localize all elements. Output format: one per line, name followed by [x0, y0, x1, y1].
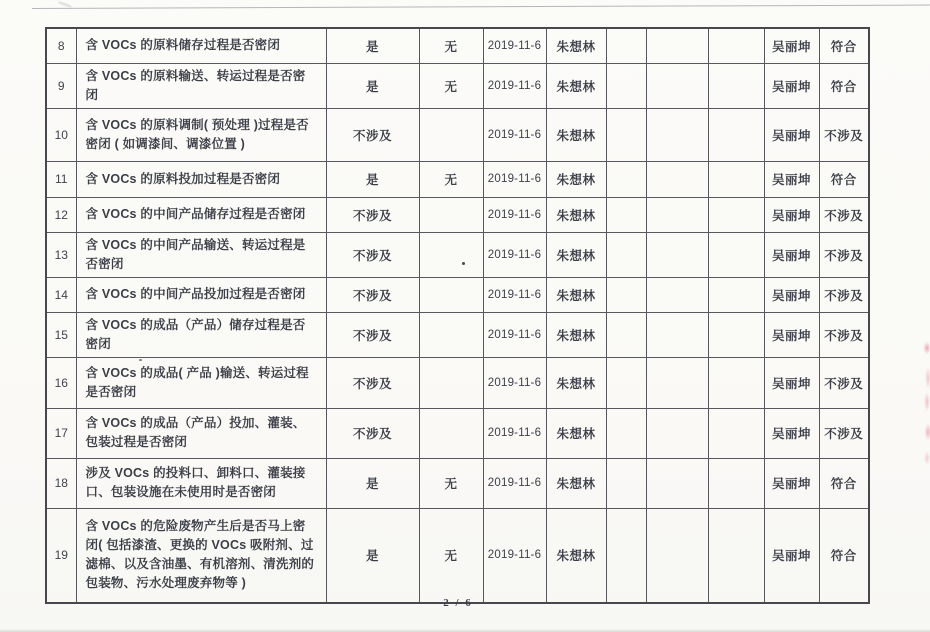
- inspector-cell: 朱想林: [546, 197, 606, 232]
- row-number-cell: 12: [46, 197, 76, 232]
- empty-cell: [708, 161, 764, 197]
- table-row: [46, 357, 869, 408]
- empty-cell: [606, 408, 646, 458]
- no-cell: [419, 108, 483, 161]
- table-row: [46, 108, 869, 161]
- row-number-cell: 14: [46, 277, 76, 312]
- empty-cell: [646, 161, 708, 197]
- row-number-cell: 16: [46, 357, 76, 408]
- table-row: [46, 277, 869, 312]
- yes-cell: 是: [326, 161, 419, 197]
- no-cell: [419, 277, 483, 312]
- result-cell: 符合: [819, 28, 869, 63]
- result-cell: 符合: [819, 161, 869, 197]
- page-number: 2 / 6: [443, 597, 473, 609]
- reviewer-cell: 吴丽坤: [764, 357, 819, 408]
- inspector-cell: 朱想林: [546, 28, 606, 63]
- inspector-cell: 朱想林: [546, 232, 606, 277]
- item-cell: 含 VOCs 的中间产品投加过程是否密闭: [76, 277, 326, 312]
- date-cell: 2019-11-6: [483, 312, 546, 357]
- row-number-cell: 13: [46, 232, 76, 277]
- result-cell: 不涉及: [819, 312, 869, 357]
- item-cell: 含 VOCs 的中间产品储存过程是否密闭: [76, 197, 326, 232]
- date-cell: 2019-11-6: [483, 28, 546, 63]
- date-cell: 2019-11-6: [483, 277, 546, 312]
- reviewer-cell: 吴丽坤: [764, 458, 819, 508]
- empty-cell: [606, 108, 646, 161]
- inspector-cell: 朱想林: [546, 408, 606, 458]
- yes-cell: 不涉及: [326, 197, 419, 232]
- table-row: [46, 161, 869, 197]
- row-number-cell: 15: [46, 312, 76, 357]
- table-row: [46, 458, 869, 508]
- date-cell: 2019-11-6: [483, 508, 546, 603]
- empty-cell: [646, 277, 708, 312]
- scan-speck: [462, 262, 465, 265]
- no-cell: 无: [419, 458, 483, 508]
- table-row: [46, 408, 869, 458]
- empty-cell: [708, 508, 764, 603]
- empty-cell: [646, 508, 708, 603]
- previous-row-cut-edge-line: [32, 5, 930, 9]
- row-number-cell: 18: [46, 458, 76, 508]
- reviewer-cell: 吴丽坤: [764, 232, 819, 277]
- date-cell: 2019-11-6: [483, 232, 546, 277]
- table-row: [46, 28, 869, 63]
- reviewer-cell: 吴丽坤: [764, 63, 819, 108]
- empty-cell: [646, 63, 708, 108]
- row-number-cell: 10: [46, 108, 76, 161]
- yes-cell: 是: [326, 458, 419, 508]
- empty-cell: [606, 197, 646, 232]
- inspector-cell: 朱想林: [546, 458, 606, 508]
- empty-cell: [606, 357, 646, 408]
- empty-cell: [606, 63, 646, 108]
- empty-cell: [708, 357, 764, 408]
- yes-cell: 是: [326, 63, 419, 108]
- date-cell: 2019-11-6: [483, 458, 546, 508]
- row-number-cell: 17: [46, 408, 76, 458]
- empty-cell: [646, 312, 708, 357]
- date-cell: 2019-11-6: [483, 408, 546, 458]
- no-cell: 无: [419, 161, 483, 197]
- empty-cell: [606, 312, 646, 357]
- reviewer-cell: 吴丽坤: [764, 277, 819, 312]
- item-cell: 含 VOCs 的成品（产品）投加、灌装、包装过程是否密闭: [76, 408, 326, 458]
- item-cell: 含 VOCs 的成品( 产品 )输送、转运过程是否密闭: [76, 357, 326, 408]
- empty-cell: [708, 458, 764, 508]
- item-cell: 含 VOCs 的危险废物产生后是否马上密闭( 包括漆渣、更换的 VOCs 吸附剂、过滤棉、以及含油墨、有机溶剂、清洗剂的包装物、污水处理废弃物等 ): [76, 508, 326, 603]
- empty-cell: [708, 28, 764, 63]
- empty-cell: [708, 197, 764, 232]
- item-cell: 含 VOCs 的原料调制( 预处理 )过程是否密闭 ( 如调漆间、调漆位置 ): [76, 108, 326, 161]
- reviewer-cell: 吴丽坤: [764, 161, 819, 197]
- empty-cell: [708, 63, 764, 108]
- result-cell: 不涉及: [819, 197, 869, 232]
- no-cell: 无: [419, 508, 483, 603]
- date-cell: 2019-11-6: [483, 63, 546, 108]
- reviewer-cell: 吴丽坤: [764, 108, 819, 161]
- item-cell: 涉及 VOCs 的投料口、卸料口、灌装接口、包装设施在未使用时是否密闭: [76, 458, 326, 508]
- inspector-cell: 朱想林: [546, 312, 606, 357]
- inspector-cell: 朱想林: [546, 161, 606, 197]
- no-cell: 无: [419, 63, 483, 108]
- reviewer-cell: 吴丽坤: [764, 408, 819, 458]
- table-row: [46, 63, 869, 108]
- yes-cell: 不涉及: [326, 312, 419, 357]
- result-cell: 符合: [819, 458, 869, 508]
- empty-cell: [708, 312, 764, 357]
- table-row: [46, 312, 869, 357]
- empty-cell: [606, 28, 646, 63]
- inspector-cell: 朱想林: [546, 108, 606, 161]
- empty-cell: [606, 161, 646, 197]
- table-row: [46, 508, 869, 603]
- inspector-cell: 朱想林: [546, 508, 606, 603]
- empty-cell: [606, 458, 646, 508]
- row-number-cell: 19: [46, 508, 76, 603]
- result-cell: 不涉及: [819, 277, 869, 312]
- voc-inspection-checklist-table: [45, 27, 870, 604]
- empty-cell: [646, 28, 708, 63]
- empty-cell: [646, 232, 708, 277]
- yes-cell: 不涉及: [326, 408, 419, 458]
- reviewer-cell: 吴丽坤: [764, 28, 819, 63]
- item-cell: 含 VOCs 的成品（产品）储存过程是否密闭: [76, 312, 326, 357]
- result-cell: 不涉及: [819, 357, 869, 408]
- empty-cell: [708, 232, 764, 277]
- empty-cell: [646, 197, 708, 232]
- table-row: [46, 197, 869, 232]
- empty-cell: [646, 408, 708, 458]
- item-cell: 含 VOCs 的原料输送、转运过程是否密闭: [76, 63, 326, 108]
- no-cell: [419, 197, 483, 232]
- yes-cell: 不涉及: [326, 357, 419, 408]
- reviewer-cell: 吴丽坤: [764, 312, 819, 357]
- table-row: [46, 232, 869, 277]
- item-cell: 含 VOCs 的原料储存过程是否密闭: [76, 28, 326, 63]
- item-cell: 含 VOCs 的原料投加过程是否密闭: [76, 161, 326, 197]
- empty-cell: [646, 357, 708, 408]
- empty-cell: [606, 277, 646, 312]
- result-cell: 符合: [819, 63, 869, 108]
- inspector-cell: 朱想林: [546, 63, 606, 108]
- scan-speck: [139, 359, 142, 361]
- no-cell: [419, 408, 483, 458]
- yes-cell: 是: [326, 508, 419, 603]
- yes-cell: 不涉及: [326, 277, 419, 312]
- empty-cell: [646, 108, 708, 161]
- no-cell: 无: [419, 28, 483, 63]
- result-cell: 不涉及: [819, 108, 869, 161]
- date-cell: 2019-11-6: [483, 108, 546, 161]
- empty-cell: [708, 277, 764, 312]
- row-number-cell: 11: [46, 161, 76, 197]
- red-stamp-edge-artifact: [920, 336, 930, 470]
- row-number-cell: 9: [46, 63, 76, 108]
- date-cell: 2019-11-6: [483, 161, 546, 197]
- no-cell: [419, 312, 483, 357]
- result-cell: 不涉及: [819, 232, 869, 277]
- inspector-cell: 朱想林: [546, 357, 606, 408]
- result-cell: 符合: [819, 508, 869, 603]
- date-cell: 2019-11-6: [483, 357, 546, 408]
- no-cell: [419, 357, 483, 408]
- empty-cell: [708, 108, 764, 161]
- yes-cell: 不涉及: [326, 108, 419, 161]
- reviewer-cell: 吴丽坤: [764, 197, 819, 232]
- empty-cell: [646, 458, 708, 508]
- no-cell: [419, 232, 483, 277]
- result-cell: 不涉及: [819, 408, 869, 458]
- yes-cell: 不涉及: [326, 232, 419, 277]
- empty-cell: [606, 508, 646, 603]
- date-cell: 2019-11-6: [483, 197, 546, 232]
- reviewer-cell: 吴丽坤: [764, 508, 819, 603]
- inspector-cell: 朱想林: [546, 277, 606, 312]
- item-cell: 含 VOCs 的中间产品输送、转运过程是否密闭: [76, 232, 326, 277]
- empty-cell: [708, 408, 764, 458]
- empty-cell: [606, 232, 646, 277]
- row-number-cell: 8: [46, 28, 76, 63]
- yes-cell: 是: [326, 28, 419, 63]
